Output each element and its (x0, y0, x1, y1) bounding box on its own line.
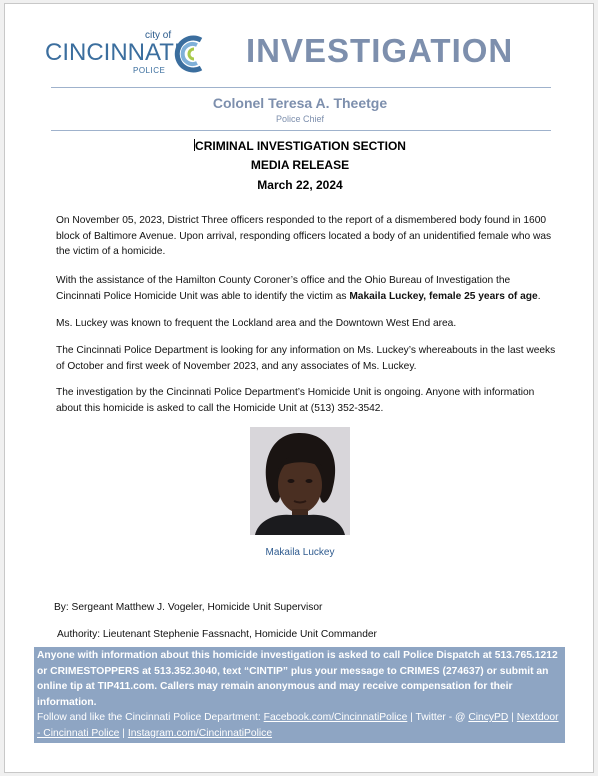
separator-2: | (119, 727, 128, 739)
paragraph-3: Ms. Luckey was known to frequent the Lockland area and the Downtown West End area. (56, 318, 457, 329)
chief-title: Police Chief (275, 114, 325, 124)
tip-text: Anyone with information about this homicide investigation is asked to call Police Dispatch at 513.765.1212 or CRIMESTOPPERS at 513.352.3040, text “CINTIP” plus your message to CRIMES (274637) or submit an online tip at TIP411.com. Callers may remain anonymous and may receive compensation for their information. (37, 650, 558, 708)
header-rule-top (51, 87, 551, 88)
cincinnati-police-logo (45, 30, 220, 80)
section-heading-text: CRIMINAL INVESTIGATION SECTION (195, 139, 406, 153)
by-line: By: Sergeant Matthew J. Vogeler, Homicide Unit Supervisor (54, 602, 323, 613)
photo-caption: Makaila Luckey (265, 547, 335, 558)
victim-photo (250, 427, 350, 535)
logo-police: POLICE (133, 66, 166, 75)
paragraph-2 (56, 273, 556, 304)
separator-1: | (508, 712, 517, 723)
paragraph-5: The investigation by the Cincinnati Police Department’s Homicide Unit is ongoing. Anyone with information about this homicide is asked to call the Homicide Unit at (513) 352-3542. (56, 387, 535, 414)
facebook-link[interactable]: Facebook.com/CincinnatiPolice (263, 712, 408, 723)
document-page (4, 3, 594, 773)
tip-footer (34, 647, 565, 743)
banner-title: INVESTIGATION (246, 32, 514, 69)
cincinnati-c-logo-icon (167, 30, 215, 78)
authority-line: Authority: Lieutenant Stephenie Fassnacht, Homicide Unit Commander (57, 629, 377, 640)
chief-name: Colonel Teresa A. Theetge (212, 95, 388, 111)
logo-cincinnati: CINCINNATI (45, 39, 181, 66)
instagram-link[interactable]: Instagram.com/CincinnatiPolice (127, 727, 273, 739)
section-heading (5, 139, 595, 153)
paragraph-4: The Cincinnati Police Department is looking for any information on Ms. Luckey’s whereabouts in the last weeks of October and first week of November 2023, and any associates of Ms. Luckey. (56, 345, 556, 372)
paragraph-2-text: With the assistance of the Hamilton County Coroner’s office and the Ohio Bureau of Investigation the Cincinnati Police Homicide Unit was able to identify the victim as (56, 275, 511, 302)
release-date: March 22, 2024 (257, 178, 343, 192)
follow-text: Follow and like the Cincinnati Police Department: (37, 712, 264, 723)
logo-city-of: city of (145, 30, 172, 41)
twitter-handle[interactable]: CincyPD (468, 712, 509, 723)
media-release-heading: MEDIA RELEASE (250, 158, 350, 172)
header-rule-bottom (51, 130, 551, 131)
nextdoor-link[interactable]: Nextdoor - Cincinnati Police (37, 712, 559, 739)
victim-photo-image (250, 427, 350, 535)
paragraph-2-end: . (537, 290, 541, 302)
victim-identity: Makaila Luckey, female 25 years of age (349, 290, 538, 302)
twitter-prefix: | Twitter - @ (407, 712, 469, 723)
paragraph-1: On November 05, 2023, District Three officers responded to the report of a dismembered body found in 1600 block of Baltimore Avenue. Upon arrival, responding officers located a body of an unidentified female who was the victim of a homicide. (56, 215, 552, 257)
